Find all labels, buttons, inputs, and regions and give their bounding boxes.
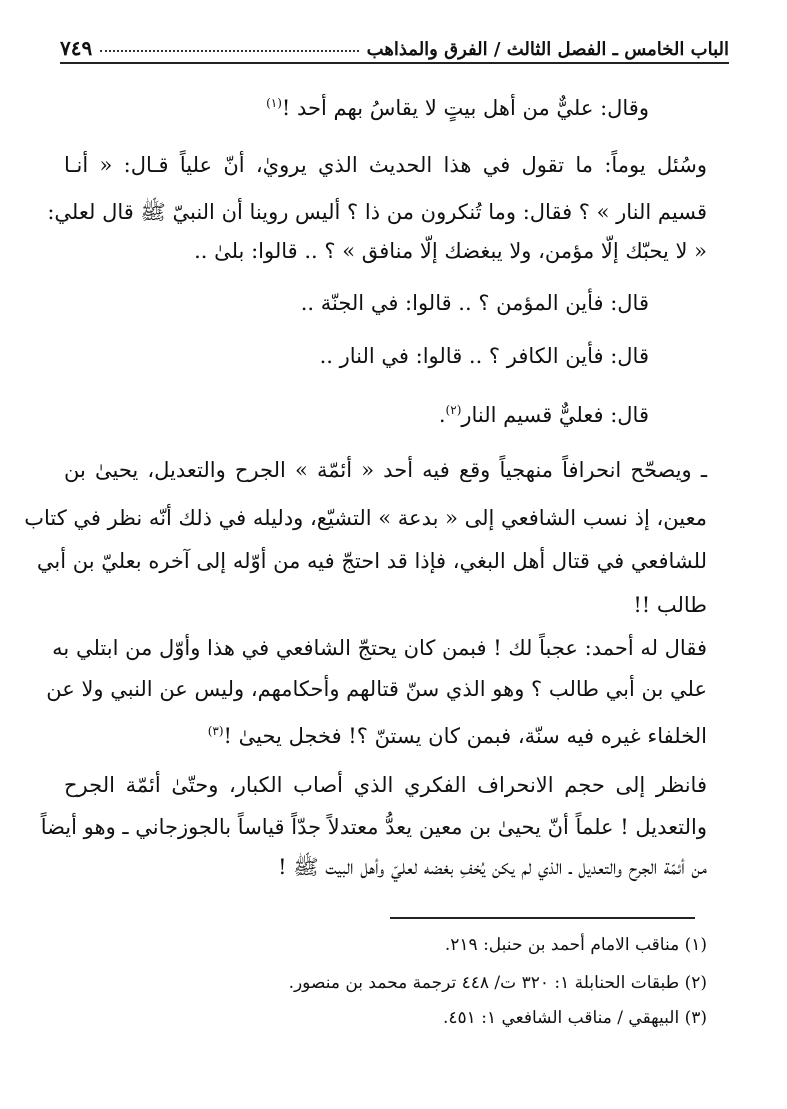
text-line: من أئمّة الجرح والتعديل ـ الذي لم يكن يُخفِ بغضه لعليّ وأهل البيت ﷺ !: [278, 855, 707, 879]
header-leader-dots: [100, 50, 358, 52]
text-line: قال: فأين الكافر ؟ .. قالوا: في النار ..: [319, 344, 649, 368]
footnote: (٢) طبقات الحنابلة ١: ٣٢٠ ت/ ٤٤٨ ترجمة محمد بن منصور.: [288, 973, 707, 993]
text-line: « لا يحبّك إلّا مؤمن، ولا يبغضك إلّا منافق » ؟ .. قالوا: بلىٰ ..: [194, 239, 707, 263]
text-line: فقال له أحمد: عجباً لك ! فبمن كان يحتجّ الشافعي في هذا وأوّل من ابتلي به: [52, 636, 707, 660]
text-line: الخلفاء غيره فيه سنّة، فبمن كان يستنّ ؟! فخجل يحيىٰ !$^{(٣)}$: [207, 724, 707, 748]
chapter-title: الباب الخامس ـ الفصل الثالث / الفرق والمذاهب: [366, 39, 729, 60]
footnote: (١) مناقب الامام أحمد بن حنبل: ٢١٩.: [444, 935, 707, 955]
footnote-ref: (١): [266, 96, 282, 110]
text-line: فانظر إلى حجم الانحراف الفكري الذي أصاب الكبار، وحتّىٰ أئمّة الجرح: [64, 773, 707, 797]
page-number: ٧٤٩: [60, 36, 93, 60]
text-line: طالب !!: [633, 593, 707, 617]
text-line: معين، إذ نسب الشافعي إلى « بدعة » التشيّع، ودليله في ذلك أنّه نظر في كتاب: [24, 506, 707, 530]
text-line: قال: فعليٌّ قسيم النار$^{(٢)}$.: [438, 403, 649, 427]
text-line: للشافعي في قتال أهل البغي، فإذا قد احتجّ فيه من أوّله إلى آخره بعليّ بن أبي: [36, 549, 707, 573]
text-line: وقال: عليٌّ من أهل بيتٍ لا يقاسُ بهم أحد !$^{(١)}$: [266, 96, 649, 120]
text-line: والتعديل ! علماً أنّ يحيىٰ بن معين يعدُّ معتدلاً جدّاً قياساً بالجوزجاني ـ وهو أيضاً: [40, 815, 707, 839]
text-line: قسيم النار » ؟ فقال: وما تُنكرون من ذا ؟ أليس روينا أن النبيّ ﷺ قال لعلي:: [47, 200, 707, 224]
footnote-separator: [390, 917, 695, 919]
text-line: وسُئل يوماً: ما تقول في هذا الحديث الذي يرويٰ، أنّ علياً قـال: « أنـا: [64, 153, 707, 177]
text-line: ـ ويصحّح انحرافاً منهجياً وقع فيه أحد « أئمّة » الجرح والتعديل، يحيىٰ بن: [64, 458, 707, 482]
text-line: قال: فأين المؤمن ؟ .. قالوا: في الجنّة ..: [300, 291, 649, 315]
footnote-ref: (٢): [445, 403, 462, 417]
footnote-ref: (٣): [207, 724, 224, 738]
footnote: (٣) البيهقي / مناقب الشافعي ١: ٤٥١.: [442, 1008, 707, 1028]
text-line: علي بن أبي طالب ؟ وهو الذي سنّ قتالهم وأحكامهم، وليس عن النبي ولا عن: [46, 677, 707, 701]
running-header: [60, 28, 729, 64]
